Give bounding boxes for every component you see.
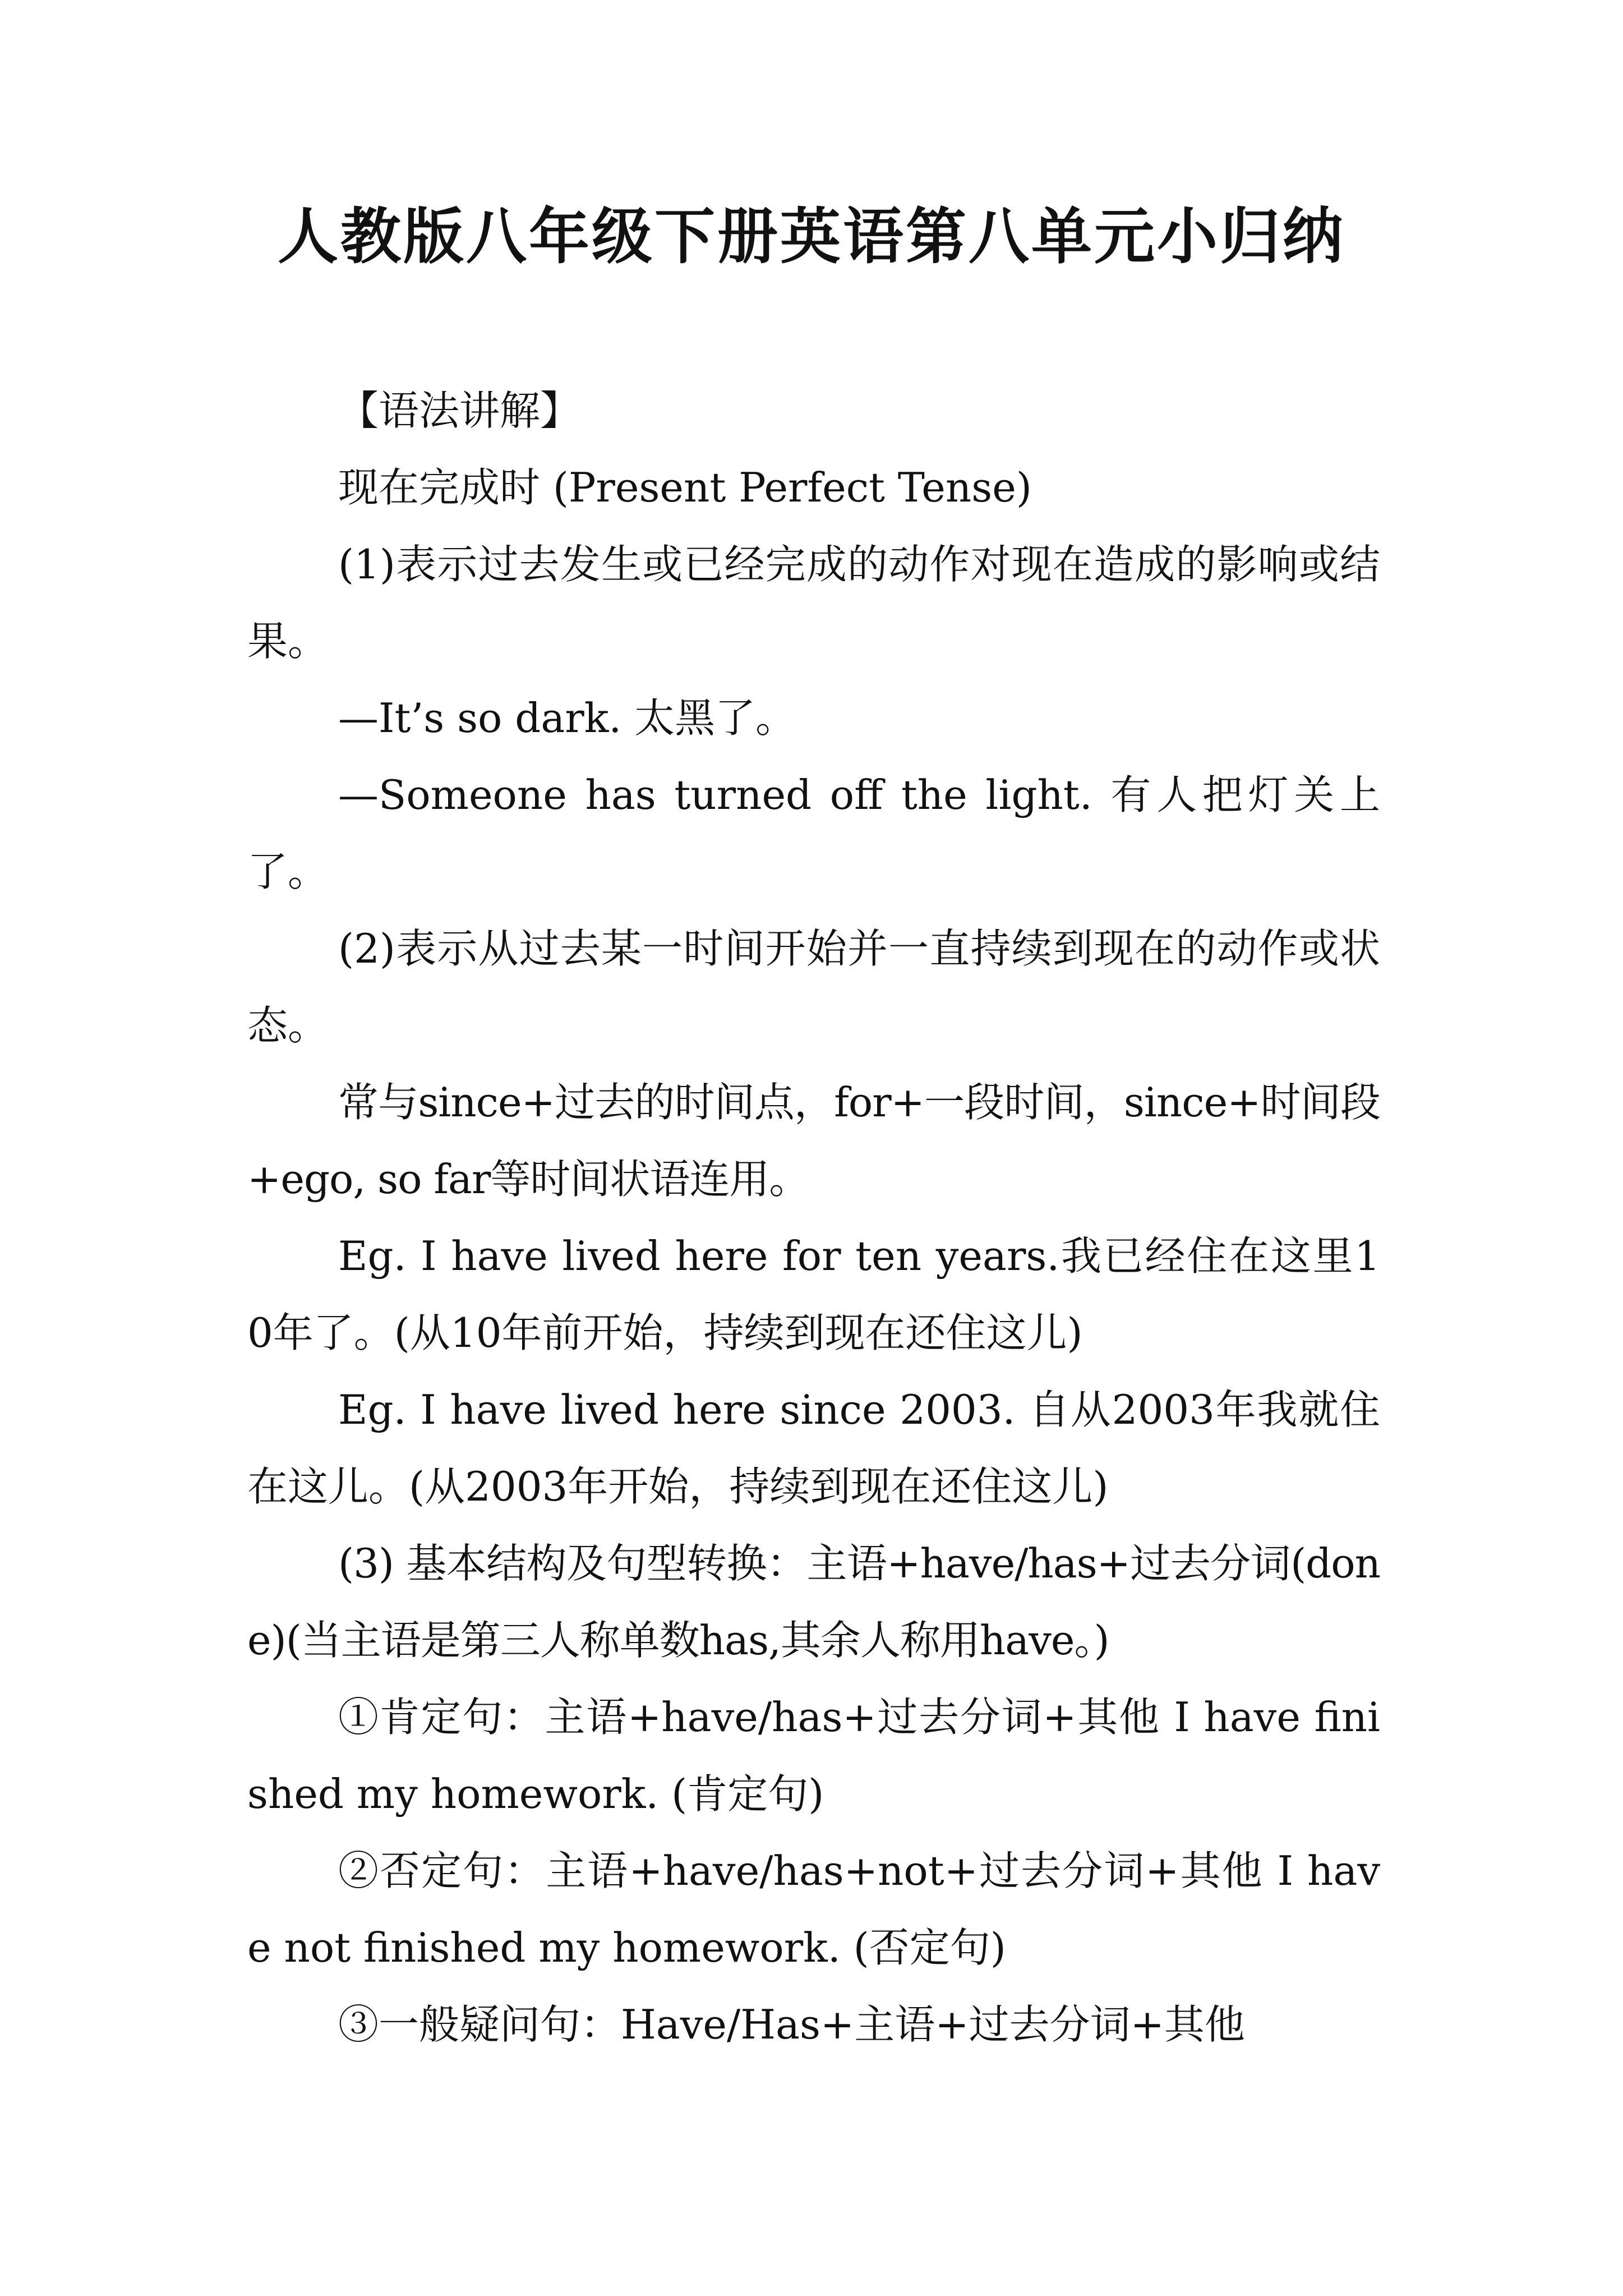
document-title: 人教版八年级下册英语第八单元小归纳 bbox=[277, 201, 1345, 272]
example-sentence-2: Eg. I have lived here since 2003. 自从2003年我就住在这儿。(从2003年开始，持续到现在还住这儿) bbox=[247, 1386, 1380, 1510]
usage-point-3: (3) 基本结构及句型转换：主语+have/has+过去分词(done)(当主语是第三人称单数has,其余人称用have。) bbox=[247, 1540, 1380, 1664]
dialogue-line-1: —It’s so dark. 太黑了。 bbox=[338, 694, 796, 742]
negative-structure: ②否定句：主语+have/has+not+过去分词+其他 I have not finished my homework. (否定句) bbox=[247, 1847, 1380, 1971]
document-body bbox=[247, 372, 1380, 2063]
time-adverbial-note: 常与since+过去的时间点，for+一段时间，since+时间段+ego, so far等时间状语连用。 bbox=[247, 1079, 1380, 1203]
usage-point-1: (1)表示过去发生或已经完成的动作对现在造成的影响或结果。 bbox=[247, 541, 1380, 665]
dialogue-line-2: —Someone has turned off the light. 有人把灯关上了。 bbox=[247, 771, 1380, 895]
question-structure: ③一般疑问句：Have/Has+主语+过去分词+其他 bbox=[338, 2001, 1245, 2048]
topic-present-perfect: 现在完成时 (Present Perfect Tense) bbox=[338, 464, 1032, 511]
usage-point-2: (2)表示从过去某一时间开始并一直持续到现在的动作或状态。 bbox=[247, 925, 1380, 1049]
affirmative-structure: ①肯定句：主语+have/has+过去分词+其他 I have finished my homework. (肯定句) bbox=[247, 1694, 1380, 1818]
example-sentence-1: Eg. I have lived here for ten years.我已经住在这里10年了。(从10年前开始，持续到现在还住这儿) bbox=[247, 1232, 1380, 1356]
section-heading-grammar: 【语法讲解】 bbox=[338, 387, 581, 434]
